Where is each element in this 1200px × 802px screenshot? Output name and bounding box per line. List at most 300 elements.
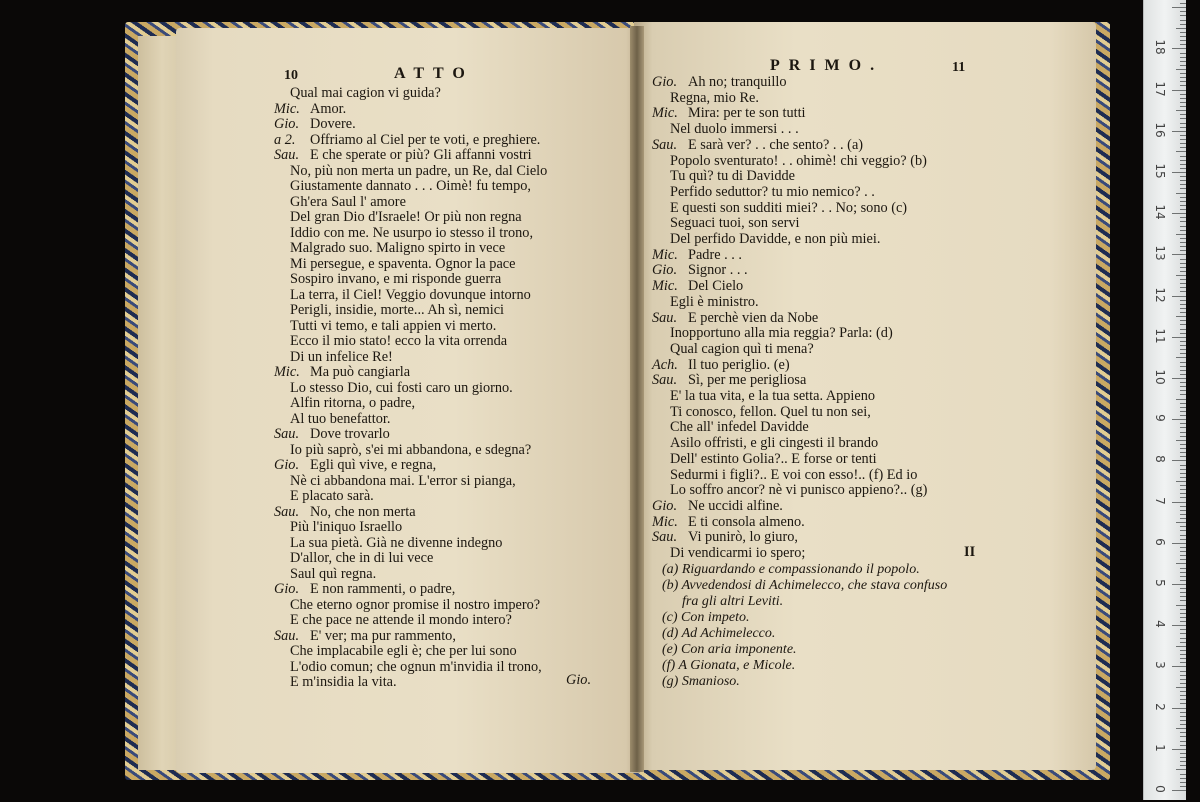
ruler-tick bbox=[1180, 683, 1186, 684]
measuring-ruler bbox=[1143, 0, 1186, 800]
right-page-line: Inopportuno alla mia reggia? Parla: (d) bbox=[670, 325, 893, 342]
right-page-line: E ti consola almeno. bbox=[688, 513, 805, 530]
left-page-line: Dove trovarlo bbox=[310, 426, 390, 442]
ruler-tick bbox=[1180, 485, 1186, 486]
right-page-speaker: Ach. bbox=[652, 356, 678, 373]
footnote: fra gli altri Leviti. bbox=[682, 594, 784, 609]
ruler-tick bbox=[1180, 324, 1186, 325]
ruler-tick bbox=[1180, 629, 1186, 630]
ruler-tick bbox=[1180, 221, 1186, 222]
ruler-number: 17 bbox=[1153, 80, 1167, 97]
ruler-tick bbox=[1180, 184, 1186, 185]
right-page-line: Del perfido Davidde, e non più miei. bbox=[670, 231, 881, 247]
ruler-tick bbox=[1180, 732, 1186, 733]
footnote: (a) Riguardando e compassionando il popolo. bbox=[662, 562, 920, 577]
right-page-line: Lo soffro ancor? nè vi punisco appieno?.. (g) bbox=[670, 482, 928, 499]
ruler-tick bbox=[1172, 213, 1186, 214]
ruler-tick bbox=[1180, 432, 1186, 433]
left-page-line: Tutti vi temo, e tali appien vi merto. bbox=[290, 317, 497, 334]
right-page-line: Di vendicarmi io spero; bbox=[670, 545, 806, 561]
ruler-tick bbox=[1180, 477, 1186, 478]
left-page-line: Che implacabile egli è; che per lui sono bbox=[290, 643, 517, 659]
ruler-tick bbox=[1180, 139, 1186, 140]
ruler-tick bbox=[1180, 353, 1186, 354]
ruler-tick bbox=[1180, 118, 1186, 119]
left-page-speaker: Gio. bbox=[274, 457, 300, 473]
right-page-line: Sì, per me perigliosa bbox=[688, 372, 807, 389]
ruler-tick bbox=[1180, 774, 1186, 775]
ruler-tick bbox=[1180, 613, 1186, 614]
ruler-tick bbox=[1180, 638, 1186, 639]
ruler-tick bbox=[1180, 407, 1186, 408]
ruler-tick bbox=[1172, 625, 1186, 626]
right-running-head: PRIMO. bbox=[770, 57, 884, 74]
ruler-tick bbox=[1180, 102, 1186, 103]
right-page-line: Nel duolo immersi . . . bbox=[670, 121, 799, 138]
ruler-tick bbox=[1180, 786, 1186, 787]
left-page-line: Ecco il mio stato! ecco la vita orrenda bbox=[290, 333, 508, 349]
ruler-tick bbox=[1172, 790, 1186, 791]
left-page-line: Nè ci abbandona mai. L'error si pianga, bbox=[290, 472, 516, 489]
ruler-tick bbox=[1172, 419, 1186, 420]
ruler-number: 7 bbox=[1153, 496, 1167, 505]
right-page-line: Il tuo periglio. (e) bbox=[688, 356, 790, 373]
ruler-tick bbox=[1180, 242, 1186, 243]
right-page-line: Regna, mio Re. bbox=[670, 89, 759, 106]
left-page-line: Mi persegue, e spaventa. Ognor la pace bbox=[290, 255, 516, 272]
ruler-tick bbox=[1180, 551, 1186, 552]
right-page-speaker: Mic. bbox=[652, 513, 678, 530]
left-page-line: Malgrado suo. Maligno spirto in vece bbox=[290, 240, 506, 256]
right-page-line: Vi punirò, lo giuro, bbox=[688, 529, 798, 546]
left-page-line: L'odio comun; che ognun m'invidia il trono, bbox=[290, 658, 542, 675]
ruler-tick bbox=[1172, 460, 1186, 461]
ruler-tick bbox=[1176, 646, 1186, 647]
left-page-number: 10 bbox=[284, 68, 298, 83]
right-page-speaker: Mic. bbox=[652, 278, 678, 295]
left-page bbox=[176, 28, 640, 773]
ruler-tick bbox=[1180, 633, 1186, 634]
ruler-tick bbox=[1180, 333, 1186, 334]
ruler-tick bbox=[1180, 736, 1186, 737]
ruler-tick bbox=[1172, 131, 1186, 132]
left-page-line: E non rammenti, o padre, bbox=[310, 581, 456, 597]
left-page-line: Sospiro invano, e mi risponde guerra bbox=[290, 271, 502, 287]
ruler-tick bbox=[1180, 209, 1186, 210]
ruler-tick bbox=[1180, 81, 1186, 82]
left-page-line: Offriamo al Ciel per te voti, e preghiere. bbox=[310, 131, 541, 148]
ruler-tick bbox=[1176, 28, 1186, 29]
ruler-tick bbox=[1180, 205, 1186, 206]
left-page-line: D'allor, che in di lui vece bbox=[290, 550, 434, 566]
ruler-tick bbox=[1180, 123, 1186, 124]
ruler-tick bbox=[1180, 761, 1186, 762]
left-page-line: No, che non merta bbox=[310, 503, 416, 520]
ruler-tick bbox=[1180, 448, 1186, 449]
ruler-tick bbox=[1180, 61, 1186, 62]
ruler-tick bbox=[1180, 716, 1186, 717]
ruler-tick bbox=[1180, 782, 1186, 783]
ruler-tick bbox=[1180, 617, 1186, 618]
ruler-tick bbox=[1180, 320, 1186, 321]
ruler-tick bbox=[1180, 465, 1186, 466]
ruler-tick bbox=[1180, 757, 1186, 758]
right-page-line: Ne uccidi alfine. bbox=[688, 497, 783, 514]
ruler-tick bbox=[1180, 287, 1186, 288]
ruler-tick bbox=[1176, 151, 1186, 152]
ruler-number: 0 bbox=[1153, 785, 1167, 793]
ruler-tick bbox=[1180, 300, 1186, 301]
ruler-tick bbox=[1172, 666, 1186, 667]
ruler-tick bbox=[1180, 65, 1186, 66]
ruler-tick bbox=[1180, 559, 1186, 560]
ruler-tick bbox=[1176, 605, 1186, 606]
ruler-tick bbox=[1180, 411, 1186, 412]
ruler-tick bbox=[1180, 85, 1186, 86]
left-page-line: Al tuo benefattor. bbox=[290, 410, 391, 427]
ruler-tick bbox=[1180, 11, 1186, 12]
ruler-tick bbox=[1176, 110, 1186, 111]
ruler-tick bbox=[1180, 526, 1186, 527]
ruler-tick bbox=[1180, 510, 1186, 511]
ruler-tick bbox=[1180, 654, 1186, 655]
ruler-tick bbox=[1180, 555, 1186, 556]
ruler-tick bbox=[1180, 514, 1186, 515]
left-page-speaker: a 2. bbox=[274, 131, 296, 148]
right-page-speaker: Sau. bbox=[652, 529, 678, 546]
right-page-line: Ah no; tranquillo bbox=[688, 74, 787, 90]
ruler-tick bbox=[1180, 386, 1186, 387]
left-page-line: Saul quì regna. bbox=[290, 565, 377, 582]
footnote: (d) Ad Achimelecco. bbox=[662, 626, 776, 641]
right-page-line: Asilo offristi, e gli cingesti il brando bbox=[670, 435, 879, 452]
ruler-tick bbox=[1180, 576, 1186, 577]
ruler-number: 16 bbox=[1153, 122, 1167, 138]
left-page-line: Iddio con me. Ne usurpo io stesso il trono, bbox=[290, 224, 534, 241]
ruler-tick bbox=[1180, 642, 1186, 643]
ruler-tick bbox=[1180, 77, 1186, 78]
signature-mark: II bbox=[964, 544, 976, 560]
ruler-number: 3 bbox=[1153, 661, 1167, 670]
left-page-line: Ma può cangiarla bbox=[310, 364, 411, 380]
left-page-speaker: Gio. bbox=[274, 116, 300, 132]
ruler-tick bbox=[1172, 708, 1186, 709]
footnote: (e) Con aria imponente. bbox=[662, 642, 797, 657]
catchword: Gio. bbox=[566, 672, 592, 688]
left-page-line: E che pace ne attende il mondo intero? bbox=[290, 612, 512, 628]
ruler-tick bbox=[1172, 296, 1186, 297]
ruler-tick bbox=[1180, 675, 1186, 676]
ruler-tick bbox=[1176, 440, 1186, 441]
ruler-tick bbox=[1180, 699, 1186, 700]
ruler-tick bbox=[1172, 48, 1186, 49]
ruler-tick bbox=[1180, 456, 1186, 457]
ruler-tick bbox=[1176, 687, 1186, 688]
ruler-tick bbox=[1176, 357, 1186, 358]
right-page-speaker: Sau. bbox=[652, 309, 678, 326]
ruler-tick bbox=[1180, 135, 1186, 136]
right-page-line: E' la tua vita, e la tua setta. Appieno bbox=[670, 388, 876, 404]
ruler-tick bbox=[1180, 312, 1186, 313]
right-page-speaker: Gio. bbox=[652, 497, 678, 514]
left-page-line: E che sperate or più? Gli affanni vostri bbox=[310, 147, 532, 163]
right-page-number: 11 bbox=[952, 60, 966, 75]
left-page-line: Lo stesso Dio, cui fosti caro un giorno. bbox=[290, 379, 513, 396]
ruler-tick bbox=[1180, 226, 1186, 227]
ruler-tick bbox=[1180, 671, 1186, 672]
ruler-tick bbox=[1180, 712, 1186, 713]
ruler-tick bbox=[1180, 32, 1186, 33]
left-page-line: E m'insidia la vita. bbox=[290, 674, 397, 690]
left-page-line: E' ver; ma pur rammento, bbox=[310, 627, 456, 644]
ruler-tick bbox=[1180, 283, 1186, 284]
ruler-tick bbox=[1180, 600, 1186, 601]
right-page-speaker: Mic. bbox=[652, 105, 678, 122]
ruler-tick bbox=[1180, 98, 1186, 99]
right-page-line: Del Cielo bbox=[688, 278, 744, 295]
right-page-line: Egli è ministro. bbox=[670, 293, 759, 310]
right-page-speaker: Mic. bbox=[652, 246, 678, 263]
ruler-tick bbox=[1172, 7, 1186, 8]
ruler-number: 13 bbox=[1153, 245, 1167, 262]
ruler-tick bbox=[1180, 489, 1186, 490]
right-page-speaker: Sau. bbox=[652, 372, 678, 389]
ruler-tick bbox=[1180, 114, 1186, 115]
ruler-tick bbox=[1180, 650, 1186, 651]
ruler-tick bbox=[1180, 217, 1186, 218]
ruler-tick bbox=[1180, 20, 1186, 21]
left-page-line: Più l'iniquo Israello bbox=[290, 519, 403, 535]
ruler-tick bbox=[1172, 90, 1186, 91]
footnote: (g) Smanioso. bbox=[662, 674, 740, 689]
right-page-line: Mira: per te son tutti bbox=[688, 105, 806, 122]
ruler-tick bbox=[1180, 588, 1186, 589]
left-page-text bbox=[176, 28, 640, 773]
ruler-tick bbox=[1172, 337, 1186, 338]
ruler-tick bbox=[1172, 254, 1186, 255]
ruler-tick bbox=[1180, 691, 1186, 692]
ruler-tick bbox=[1180, 308, 1186, 309]
ruler-tick bbox=[1180, 518, 1186, 519]
ruler-tick bbox=[1180, 765, 1186, 766]
ruler-tick bbox=[1180, 497, 1186, 498]
ruler-tick bbox=[1180, 741, 1186, 742]
ruler-tick bbox=[1180, 94, 1186, 95]
ruler-tick bbox=[1180, 539, 1186, 540]
ruler-number: 12 bbox=[1153, 286, 1167, 303]
left-page-line: Del gran Dio d'Israele! Or più non regna bbox=[290, 209, 522, 225]
left-page-line: Giustamente dannato . . . Oimè! fu tempo, bbox=[290, 178, 532, 194]
ruler-tick bbox=[1172, 172, 1186, 173]
ruler-tick bbox=[1180, 73, 1186, 74]
ruler-tick bbox=[1180, 572, 1186, 573]
ruler-tick bbox=[1180, 436, 1186, 437]
footnote: (c) Con impeto. bbox=[662, 610, 750, 625]
ruler-tick bbox=[1180, 423, 1186, 424]
left-page-line: Gh'era Saul l' amore bbox=[290, 193, 406, 210]
right-page-line: Signor . . . bbox=[688, 262, 748, 279]
left-page-line: No, più non merta un padre, un Re, dal Cielo bbox=[290, 162, 548, 179]
right-page-line: Padre . . . bbox=[688, 246, 742, 263]
ruler-tick bbox=[1180, 168, 1186, 169]
right-page-text bbox=[634, 22, 1096, 770]
ruler-tick bbox=[1180, 427, 1186, 428]
ruler-tick bbox=[1180, 57, 1186, 58]
ruler-tick bbox=[1176, 69, 1186, 70]
ruler-tick bbox=[1180, 703, 1186, 704]
left-page-line: Perigli, insidie, morte... Ah sì, nemici bbox=[290, 302, 505, 318]
ruler-tick bbox=[1180, 695, 1186, 696]
ruler-tick bbox=[1180, 745, 1186, 746]
ruler-tick bbox=[1180, 259, 1186, 260]
ruler-tick bbox=[1176, 563, 1186, 564]
right-page-line: Dell' estinto Golia?.. E forse or tenti bbox=[670, 450, 877, 467]
ruler-tick bbox=[1180, 506, 1186, 507]
ruler-tick bbox=[1180, 263, 1186, 264]
ruler-number: 5 bbox=[1153, 579, 1167, 587]
ruler-tick bbox=[1176, 522, 1186, 523]
left-page-line: Alfin ritorna, o padre, bbox=[290, 395, 416, 411]
ruler-tick bbox=[1180, 535, 1186, 536]
left-page-line: Di un infelice Re! bbox=[290, 348, 393, 365]
ruler-tick bbox=[1180, 469, 1186, 470]
left-page-line: Amor. bbox=[310, 100, 347, 117]
right-page-line: E questi son sudditi miei? . . No; sono (c) bbox=[670, 199, 908, 216]
ruler-tick bbox=[1180, 160, 1186, 161]
ruler-tick bbox=[1180, 24, 1186, 25]
ruler-tick bbox=[1180, 679, 1186, 680]
ruler-tick bbox=[1180, 452, 1186, 453]
ruler-tick bbox=[1180, 349, 1186, 350]
left-page-speaker: Sau. bbox=[274, 147, 300, 163]
ruler-tick bbox=[1180, 250, 1186, 251]
ruler-tick bbox=[1176, 481, 1186, 482]
ruler-number: 10 bbox=[1153, 369, 1167, 385]
ruler-tick bbox=[1176, 193, 1186, 194]
ruler-tick bbox=[1180, 3, 1186, 4]
ruler-tick bbox=[1180, 720, 1186, 721]
ruler-tick bbox=[1180, 53, 1186, 54]
ruler-tick bbox=[1180, 592, 1186, 593]
ruler-tick bbox=[1180, 291, 1186, 292]
ruler-number: 8 bbox=[1153, 455, 1167, 464]
ruler-tick bbox=[1180, 444, 1186, 445]
ruler-tick bbox=[1176, 234, 1186, 235]
ruler-tick bbox=[1180, 180, 1186, 181]
left-page-speaker: Sau. bbox=[274, 426, 300, 442]
ruler-number: 11 bbox=[1153, 328, 1167, 344]
ruler-tick bbox=[1180, 415, 1186, 416]
right-page-line: Sedurmi i figli?.. E voi con esso!.. (f) Ed io bbox=[670, 466, 918, 483]
ruler-number: 1 bbox=[1153, 743, 1167, 752]
ruler-tick bbox=[1180, 127, 1186, 128]
ruler-tick bbox=[1180, 382, 1186, 383]
ruler-tick bbox=[1180, 164, 1186, 165]
right-page-line: E sarà ver? . . che sento? . . (a) bbox=[688, 136, 864, 153]
ruler-tick bbox=[1180, 493, 1186, 494]
ruler-tick bbox=[1180, 279, 1186, 280]
ruler-tick bbox=[1176, 399, 1186, 400]
ruler-tick bbox=[1180, 238, 1186, 239]
ruler-tick bbox=[1180, 530, 1186, 531]
ruler-tick bbox=[1176, 275, 1186, 276]
ruler-tick bbox=[1180, 201, 1186, 202]
right-page-line: Seguaci tuoi, son servi bbox=[670, 215, 800, 232]
right-page-line: Che all' infedel Davidde bbox=[670, 419, 809, 436]
footnote: (f) A Gionata, e Micole. bbox=[662, 658, 796, 673]
ruler-tick bbox=[1180, 753, 1186, 754]
left-page-speaker: Mic. bbox=[274, 364, 300, 380]
ruler-tick bbox=[1180, 188, 1186, 189]
ruler-tick bbox=[1180, 156, 1186, 157]
ruler-number: 15 bbox=[1153, 163, 1167, 179]
ruler-tick bbox=[1180, 547, 1186, 548]
book-gutter bbox=[630, 26, 644, 772]
ruler-tick bbox=[1180, 609, 1186, 610]
left-page-line: E placato sarà. bbox=[290, 488, 374, 504]
ruler-tick bbox=[1180, 197, 1186, 198]
left-page-speaker: Sau. bbox=[274, 503, 300, 520]
ruler-tick bbox=[1180, 621, 1186, 622]
ruler-number: 6 bbox=[1153, 537, 1167, 546]
left-running-head: ATTO bbox=[394, 65, 474, 82]
ruler-tick bbox=[1180, 106, 1186, 107]
right-page-speaker: Gio. bbox=[652, 74, 678, 90]
ruler-tick bbox=[1180, 580, 1186, 581]
right-page-line: Qual cagion quì ti mena? bbox=[670, 340, 814, 357]
ruler-tick bbox=[1172, 749, 1186, 750]
ruler-tick bbox=[1180, 345, 1186, 346]
ruler-tick bbox=[1180, 176, 1186, 177]
left-page-line: La terra, il Ciel! Veggio dovunque intorno bbox=[290, 286, 531, 303]
ruler-tick bbox=[1180, 304, 1186, 305]
ruler-tick bbox=[1180, 147, 1186, 148]
ruler-tick bbox=[1180, 246, 1186, 247]
left-page-line: Egli quì vive, e regna, bbox=[310, 457, 437, 473]
ruler-tick bbox=[1180, 662, 1186, 663]
left-page-line: La sua pietà. Già ne divenne indegno bbox=[290, 534, 503, 551]
ruler-tick bbox=[1180, 271, 1186, 272]
ruler-tick bbox=[1180, 230, 1186, 231]
ruler-tick bbox=[1176, 316, 1186, 317]
ruler-tick bbox=[1172, 378, 1186, 379]
ruler-tick bbox=[1180, 267, 1186, 268]
ruler-tick bbox=[1180, 390, 1186, 391]
ruler-number: 9 bbox=[1153, 414, 1167, 422]
ruler-tick bbox=[1180, 341, 1186, 342]
ruler-number: 4 bbox=[1153, 620, 1167, 628]
left-page-speaker: Gio. bbox=[274, 581, 300, 597]
left-page-line: Qual mai cagion vi guida? bbox=[290, 85, 441, 101]
ruler-tick bbox=[1172, 502, 1186, 503]
ruler-tick bbox=[1180, 362, 1186, 363]
left-page-line: Che eterno ognor promise il nostro impero? bbox=[290, 596, 541, 613]
ruler-number: 18 bbox=[1153, 39, 1167, 56]
left-page-line: Dovere. bbox=[310, 116, 356, 132]
right-page-speaker: Gio. bbox=[652, 262, 678, 279]
ruler-tick bbox=[1180, 44, 1186, 45]
ruler-tick bbox=[1180, 724, 1186, 725]
ruler-tick bbox=[1176, 769, 1186, 770]
ruler-tick bbox=[1180, 403, 1186, 404]
left-page-speaker: Sau. bbox=[274, 627, 300, 644]
ruler-tick bbox=[1172, 584, 1186, 585]
ruler-tick bbox=[1180, 143, 1186, 144]
ruler-tick bbox=[1180, 596, 1186, 597]
ruler-tick bbox=[1180, 40, 1186, 41]
right-page-line: Perfido seduttor? tu mio nemico? . . bbox=[670, 183, 875, 200]
ruler-tick bbox=[1180, 370, 1186, 371]
